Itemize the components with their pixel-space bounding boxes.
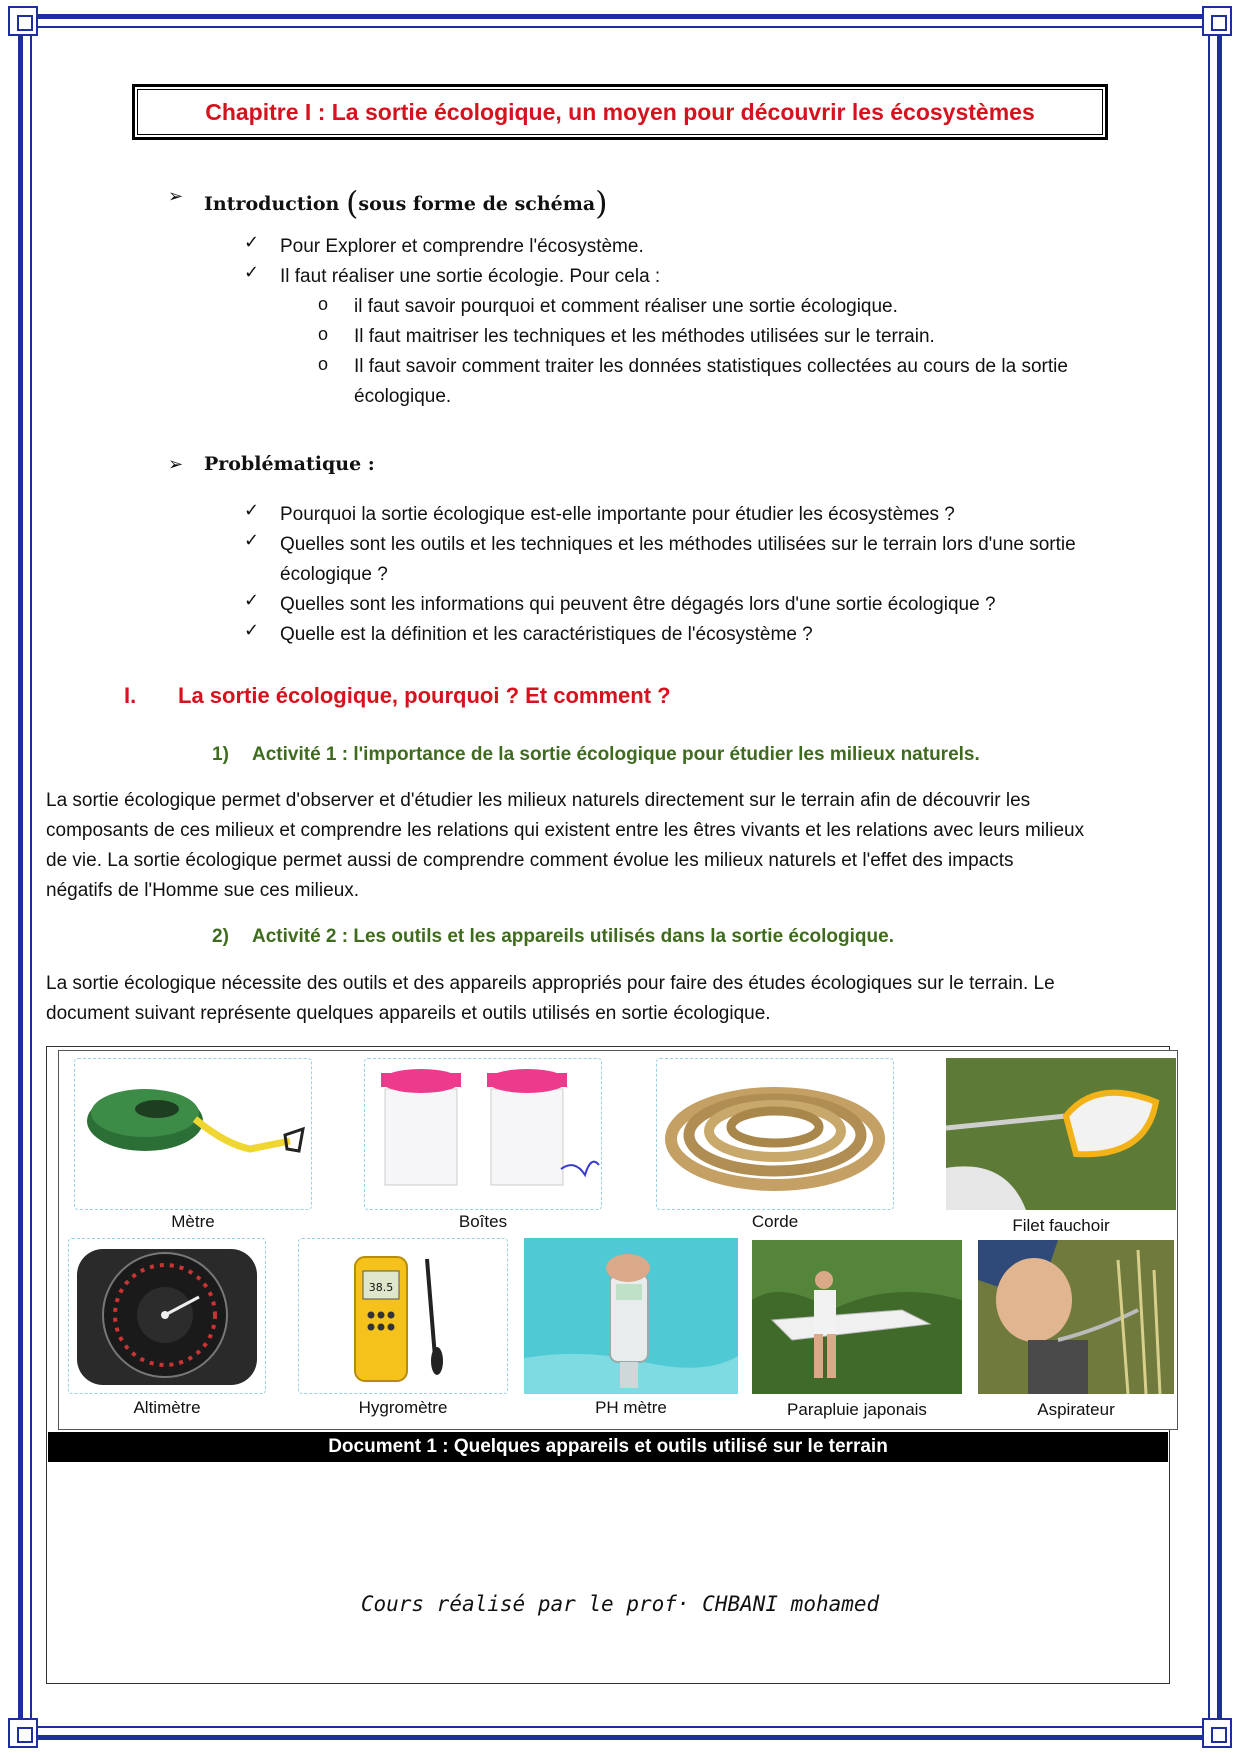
tool-tile-filet-fauchoir	[946, 1058, 1176, 1210]
tool-tile-altimetre	[68, 1238, 266, 1394]
tool-label-ph-metre: PH mètre	[595, 1398, 667, 1417]
circle-bullet-icon: o	[318, 354, 329, 374]
problem-item-3: Quelles sont les informations qui peuvent être dégagés lors d'une sortie écologique ?	[280, 594, 996, 615]
introduction-heading-note: sous forme de schéma	[358, 193, 596, 215]
hygrometer-reading: 38.5	[368, 1281, 394, 1294]
problem-item-1: Pourquoi la sortie écologique est-elle importante pour étudier les écosystèmes ?	[280, 504, 955, 525]
tool-tile-metre	[74, 1058, 312, 1210]
tool-label-filet-fauchoir: Filet fauchoir	[1012, 1216, 1110, 1235]
problem-item-2-cont: écologique ?	[280, 564, 388, 585]
tool-label-aspirateur: Aspirateur	[1037, 1400, 1115, 1419]
activity-2-title: Activité 2 : Les outils et les appareils utilisés dans la sortie écologique.	[252, 926, 894, 947]
check-icon: ✓	[244, 530, 260, 551]
ph-meter-icon	[524, 1238, 738, 1394]
tool-label-parapluie-japonais: Parapluie japonais	[787, 1400, 927, 1419]
altimeter-icon	[69, 1239, 265, 1393]
problematique-heading: Problématique :	[204, 453, 375, 475]
tool-label-hygrometre: Hygromètre	[358, 1398, 448, 1417]
chapter-title: Chapitre I : La sortie écologique, un moyen pour découvrir les écosystèmes	[205, 98, 1035, 125]
tool-tile-boites	[364, 1058, 602, 1210]
check-icon: ✓	[244, 620, 260, 641]
japanese-umbrella-icon	[752, 1240, 962, 1394]
sample-boxes-icon	[365, 1059, 601, 1209]
activity-1-line-1: La sortie écologique permet d'observer et d'étudier les milieux naturels directement sur le terrain afin de découvrir les	[46, 790, 1031, 811]
check-icon: ✓	[244, 590, 260, 611]
corner-ornament-top-left	[8, 6, 38, 36]
activity-1-title: Activité 1 : l'importance de la sortie écologique pour étudier les milieux naturels.	[252, 744, 980, 765]
tool-tile-hygrometre	[298, 1238, 508, 1394]
tool-tile-corde	[656, 1058, 894, 1210]
measuring-tape-icon	[75, 1059, 311, 1209]
section-title: La sortie écologique, pourquoi ? Et comment ?	[178, 683, 671, 708]
chapter-title-box	[134, 86, 1106, 138]
intro-item-2: Il faut réaliser une sortie écologie. Pour cela :	[280, 266, 661, 287]
check-icon: ✓	[244, 232, 260, 253]
activity-2-line-2: document suivant représente quelques appareils et outils utilisés en sortie écologique.	[46, 1003, 771, 1024]
tool-tile-ph-metre	[524, 1238, 738, 1394]
tool-tile-parapluie-japonais	[752, 1240, 962, 1394]
circle-bullet-icon: o	[318, 324, 329, 344]
corner-ornament-bottom-left	[8, 1718, 38, 1748]
activity-1-line-2: composants de ces milieux et comprendre les relations qui existent entre les êtres vivants et les relations avec leurs milieux	[46, 820, 1085, 841]
aspirator-icon	[978, 1240, 1174, 1394]
activity-1-line-4: négatifs de l'Homme sue ces milieux.	[46, 880, 360, 901]
activity-2-line-1: La sortie écologique nécessite des outils et des appareils appropriés pour faire des études écologiques sur le terrain. Le	[46, 973, 1055, 994]
tool-label-corde: Corde	[751, 1212, 799, 1231]
sweep-net-icon	[946, 1058, 1176, 1210]
introduction-heading: Introduction (sous forme de schéma)	[204, 184, 608, 222]
arrow-bullet-icon: ➢	[168, 186, 184, 207]
intro-subitem-1: il faut savoir pourquoi et comment réaliser une sortie écologique.	[354, 296, 898, 317]
hygrometer-icon	[299, 1239, 507, 1393]
intro-item-1: Pour Explorer et comprendre l'écosystème.	[280, 236, 644, 257]
activity-1-line-3: de vie. La sortie écologique permet aussi de comprendre comment évolue les milieux naturels et l'effet des impacts	[46, 850, 1014, 871]
tool-label-altimetre: Altimètre	[133, 1398, 201, 1417]
document-1-caption: Document 1 : Quelques appareils et outils utilisé sur le terrain	[48, 1432, 1168, 1462]
intro-subitem-2: Il faut maitriser les techniques et les méthodes utilisées sur le terrain.	[354, 326, 935, 347]
activity-1-number: 1)	[212, 744, 229, 765]
section-number: I.	[124, 683, 137, 708]
activity-2-number: 2)	[212, 926, 229, 947]
problem-item-2: Quelles sont les outils et les techniques et les méthodes utilisées sur le terrain lors d'une sortie	[280, 534, 1076, 555]
tool-label-boites: Boîtes	[458, 1212, 508, 1231]
author-signature: Cours réalisé par le prof· CHBANI mohamed	[360, 1592, 880, 1616]
rope-icon	[657, 1059, 893, 1209]
problem-item-4: Quelle est la définition et les caractéristiques de l'écosystème ?	[280, 624, 813, 645]
check-icon: ✓	[244, 500, 260, 521]
corner-ornament-bottom-right	[1202, 1718, 1232, 1748]
tool-tile-aspirateur	[978, 1240, 1174, 1394]
check-icon: ✓	[244, 262, 260, 283]
arrow-bullet-icon: ➢	[168, 454, 184, 475]
circle-bullet-icon: o	[318, 294, 329, 314]
tool-label-metre: Mètre	[171, 1212, 215, 1231]
intro-subitem-3-cont: écologique.	[354, 386, 452, 407]
corner-ornament-top-right	[1202, 6, 1232, 36]
intro-subitem-3: Il faut savoir comment traiter les données statistiques collectées au cours de la sortie	[354, 356, 1068, 377]
